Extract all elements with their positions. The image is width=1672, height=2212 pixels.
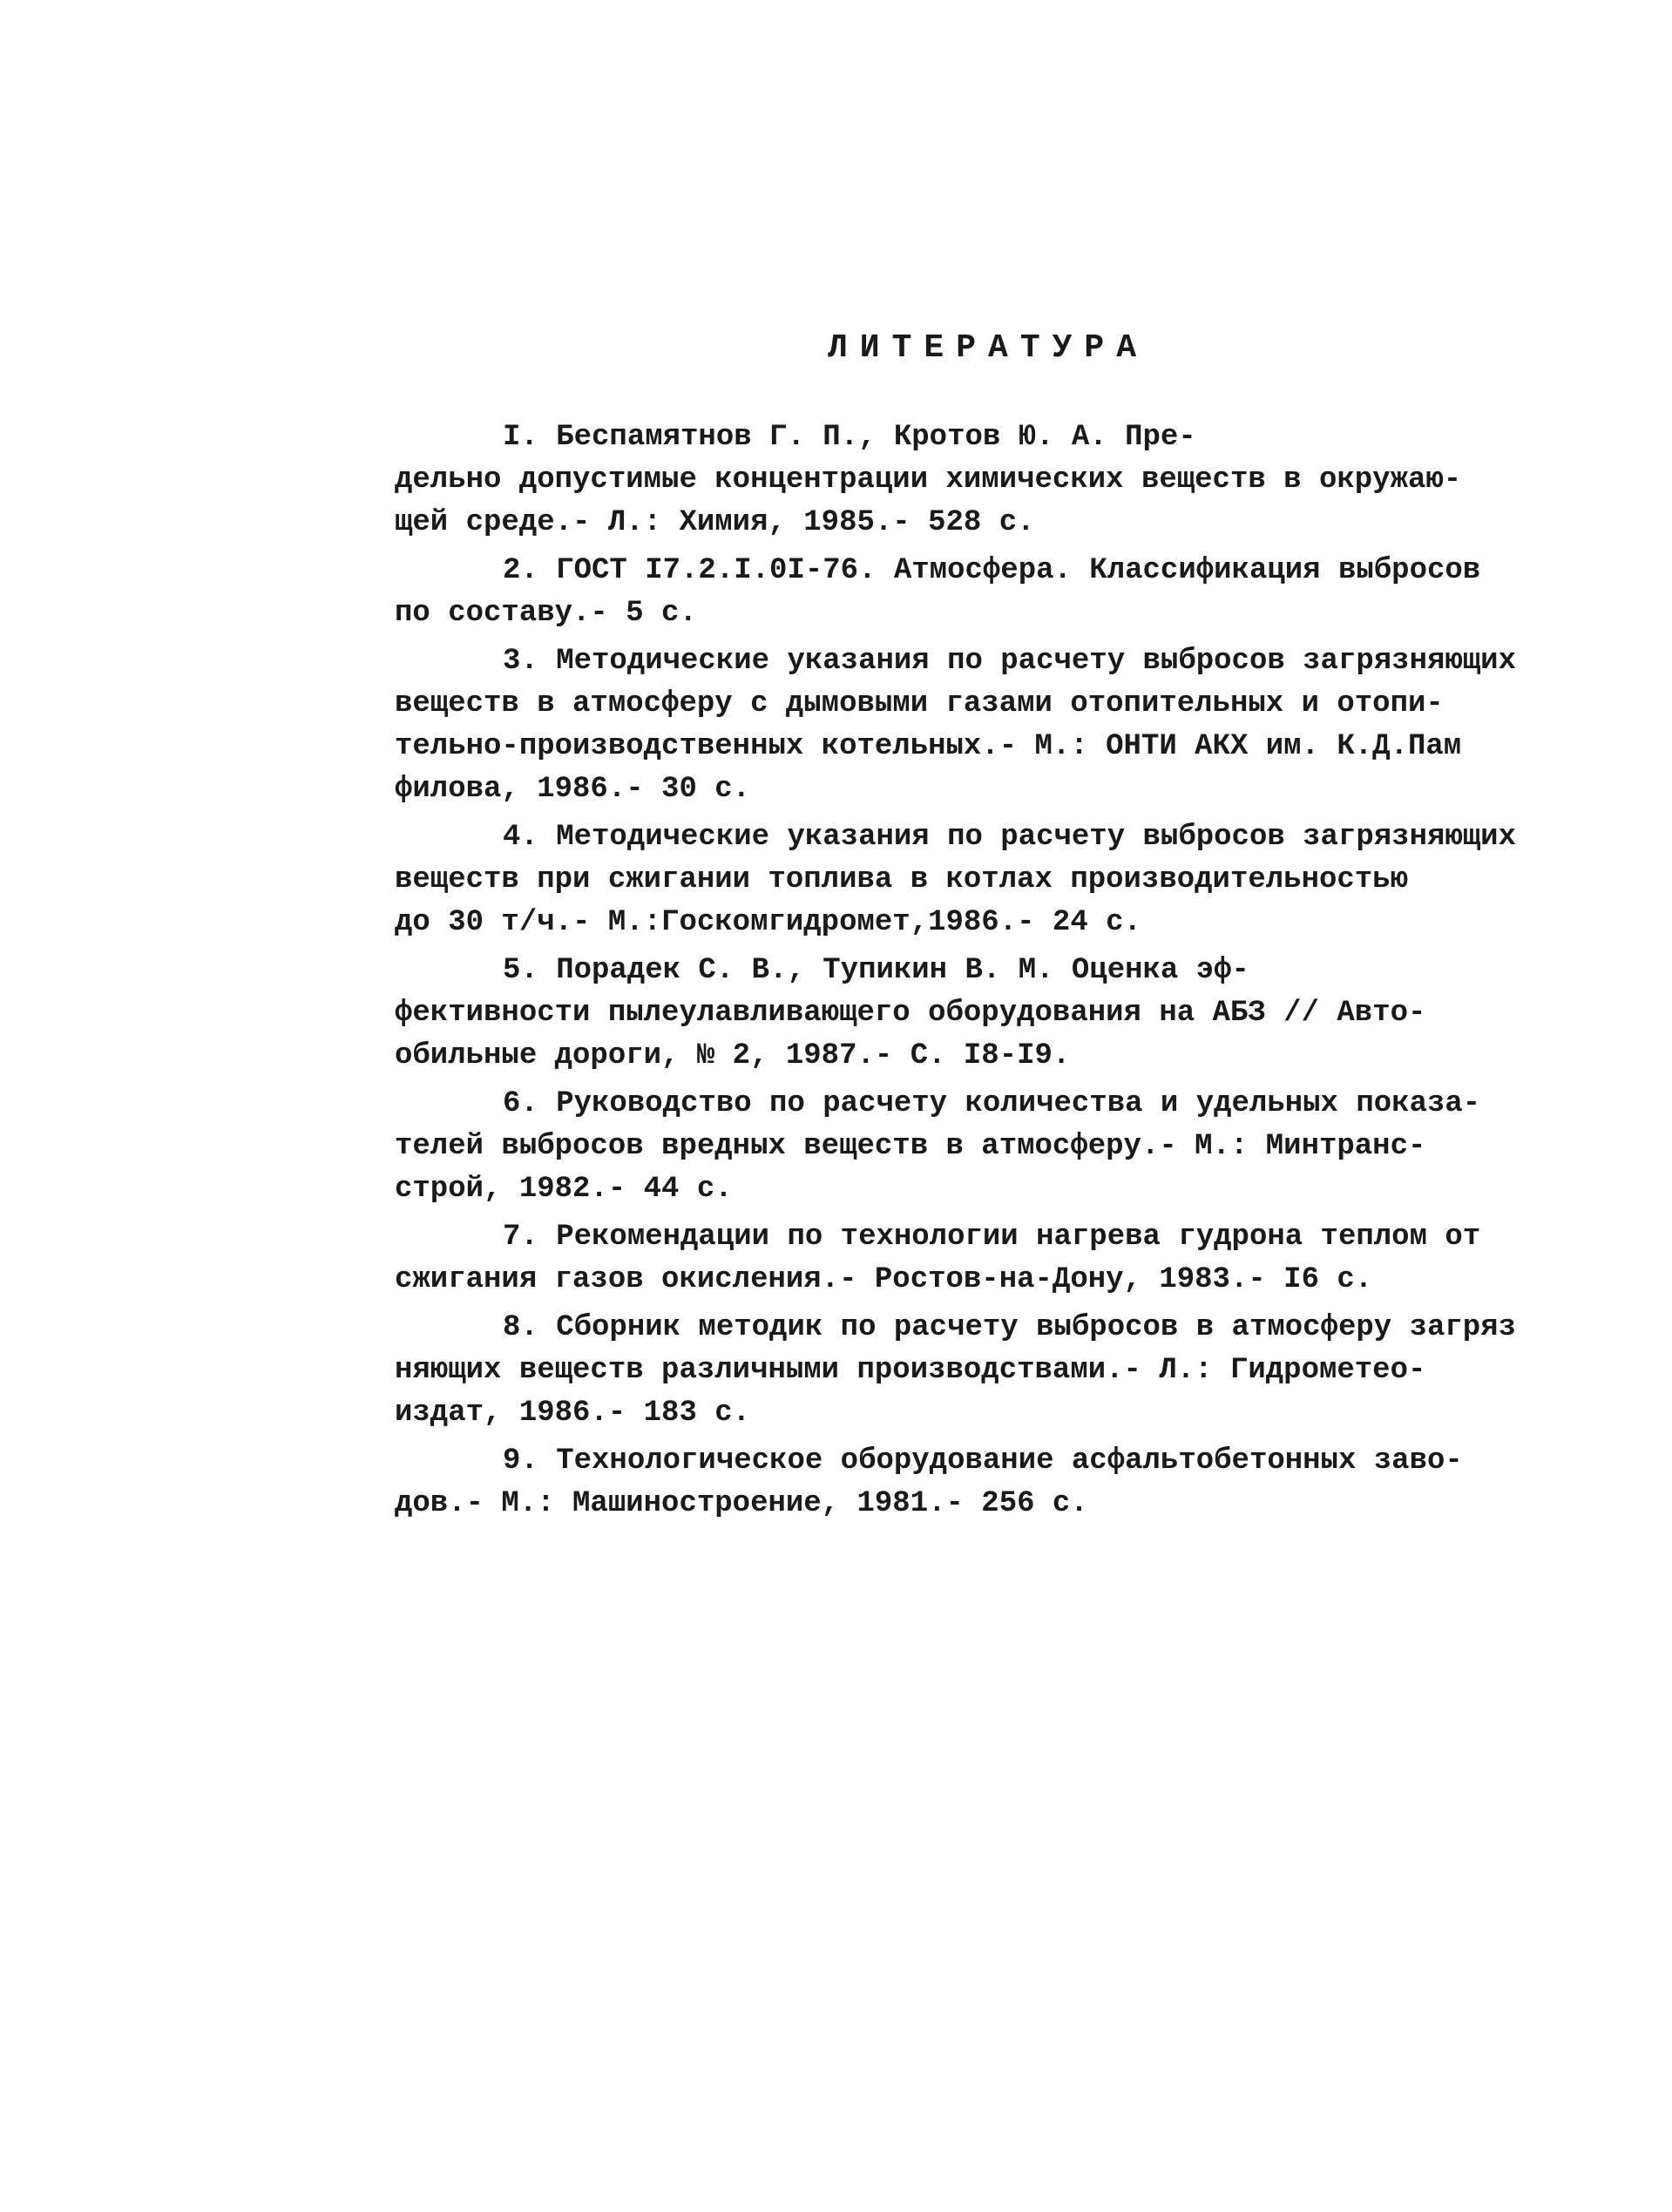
reference-line: тельно-производственных котельных.- М.: ОНТИ АКХ им. К.Д.Пам <box>395 730 1462 763</box>
reference-line: до 30 т/ч.- М.:Госкомгидромет,1986.- 24 с. <box>395 906 1141 939</box>
reference-line: строй, 1982.- 44 с. <box>395 1173 733 1206</box>
reference-item-4 <box>395 816 1520 944</box>
reference-line: дов.- М.: Машиностроение, 1981.- 256 с. <box>395 1487 1088 1520</box>
reference-item-9 <box>395 1440 1520 1525</box>
reference-list <box>395 416 1520 1531</box>
reference-line: веществ при сжигании топлива в котлах производительностью <box>395 863 1408 896</box>
reference-line: 6. Руководство по расчету количества и удельных показа- <box>503 1087 1481 1120</box>
reference-line: 7. Рекомендации по технологии нагрева гудрона теплом от <box>503 1221 1481 1254</box>
reference-item-5 <box>395 950 1520 1078</box>
reference-line: телей выбросов вредных веществ в атмосферу.- М.: Минтранс- <box>395 1130 1426 1163</box>
reference-line: по составу.- 5 с. <box>395 597 697 630</box>
page-title: ЛИТЕРАТУРА <box>828 329 1149 367</box>
reference-item-6 <box>395 1083 1520 1211</box>
reference-line: фективности пылеулавливающего оборудования на АБЗ // Авто- <box>395 997 1426 1030</box>
reference-line: 3. Методические указания по расчету выбросов загрязняющих <box>503 645 1516 678</box>
reference-line: 8. Сборник методик по расчету выбросов в атмосферу загряз <box>503 1311 1516 1344</box>
reference-item-7 <box>395 1216 1520 1302</box>
reference-line: 9. Технологическое оборудование асфальтобетонных заво- <box>503 1444 1463 1478</box>
reference-line: веществ в атмосферу с дымовыми газами отопительных и отопи- <box>395 687 1444 720</box>
reference-line: филова, 1986.- 30 с. <box>395 773 751 806</box>
reference-line: издат, 1986.- 183 с. <box>395 1397 751 1430</box>
reference-line: дельно допустимые концентрации химических веществ в окружаю- <box>395 463 1462 497</box>
reference-item-8 <box>395 1307 1520 1435</box>
reference-line: щей среде.- Л.: Химия, 1985.- 528 с. <box>395 506 1035 539</box>
reference-item-1 <box>395 416 1520 545</box>
reference-line: няющих веществ различными производствами.- Л.: Гидрометео- <box>395 1354 1426 1387</box>
reference-line: 5. Порадек С. В., Тупикин В. М. Оценка эф- <box>503 954 1249 987</box>
reference-item-2 <box>395 550 1520 635</box>
reference-item-3 <box>395 640 1520 811</box>
reference-line: 2. ГОСТ I7.2.I.0I-76. Атмосфера. Классификация выбросов <box>503 554 1481 587</box>
reference-line: 4. Методические указания по расчету выбросов загрязняющих <box>503 821 1516 854</box>
reference-line: I. Беспамятнов Г. П., Кротов Ю. А. Пре- <box>503 421 1196 454</box>
reference-line: сжигания газов окисления.- Ростов-на-Дону, 1983.- I6 с. <box>395 1263 1373 1296</box>
reference-line: обильные дороги, № 2, 1987.- С. I8-I9. <box>395 1039 1071 1072</box>
